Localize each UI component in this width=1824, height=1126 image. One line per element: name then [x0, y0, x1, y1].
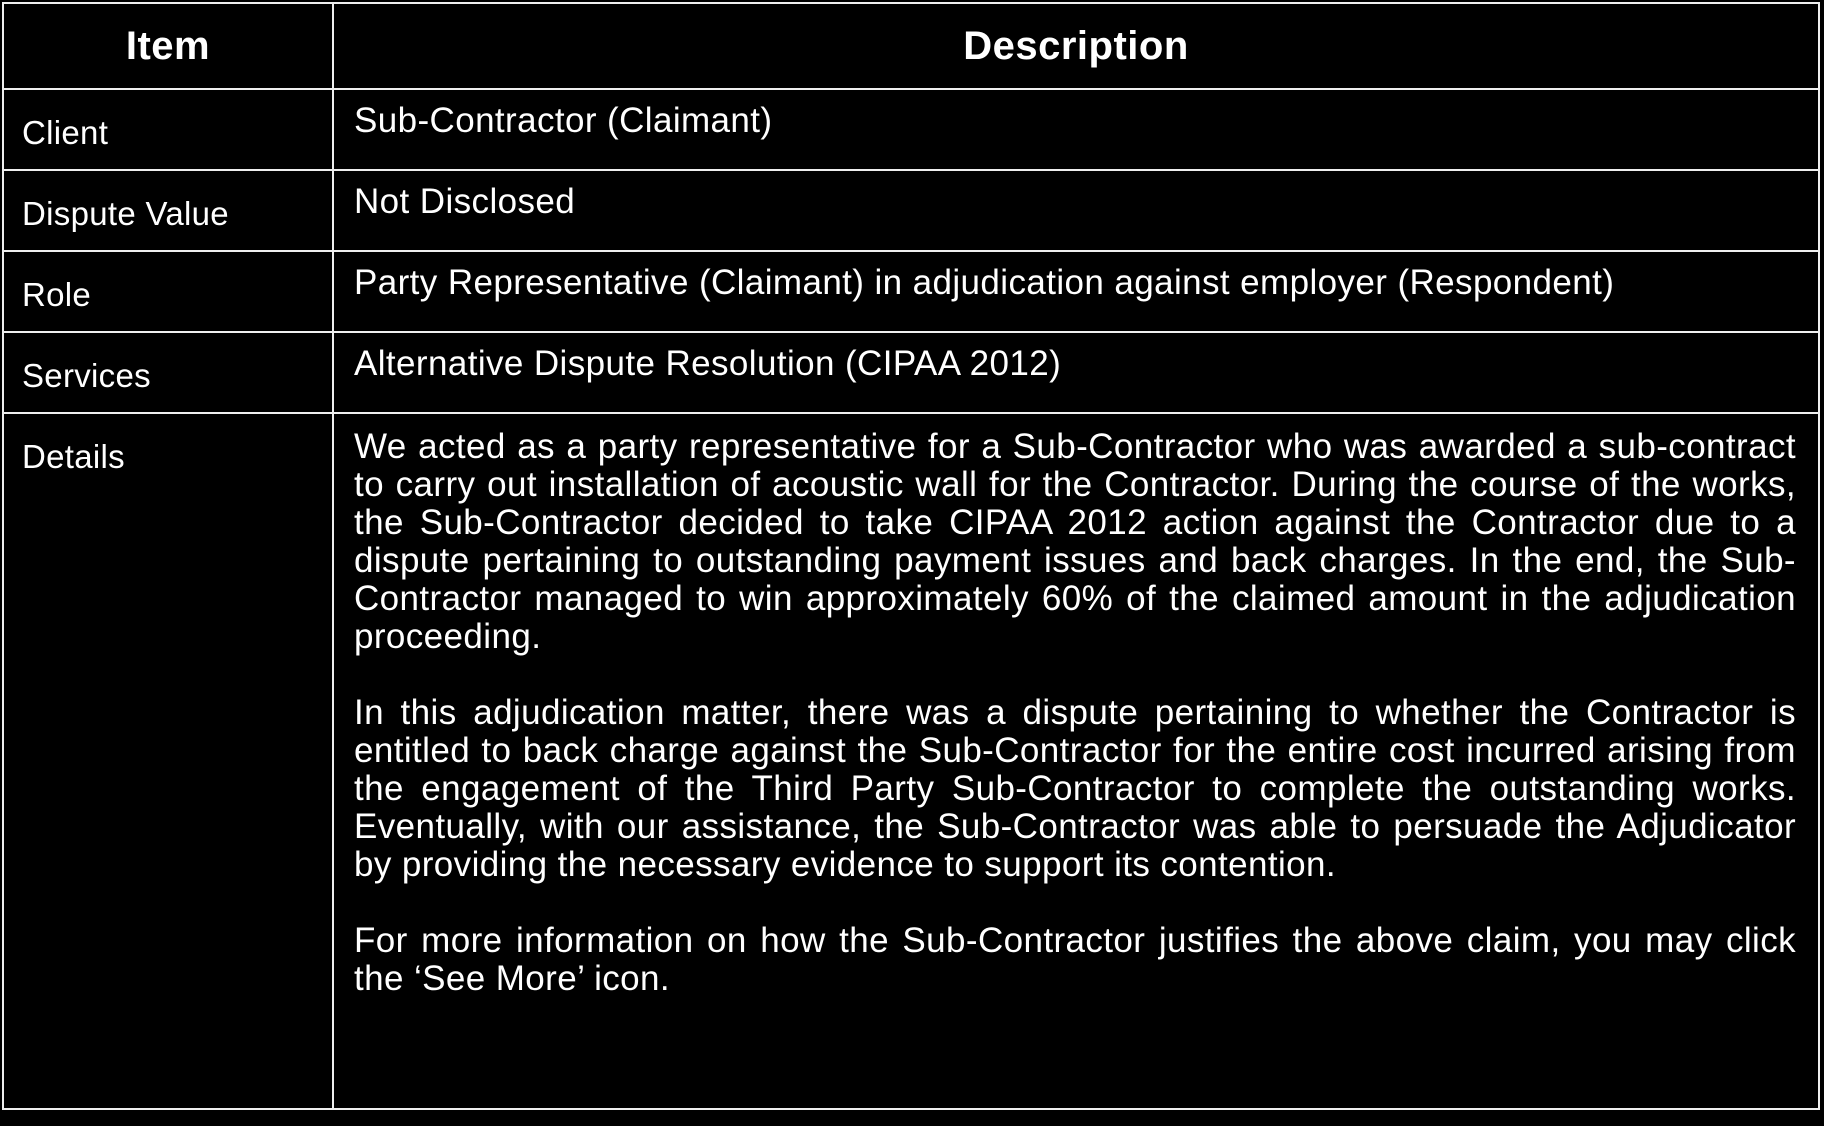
table-row-client — [3, 89, 1819, 170]
row-value-services: Alternative Dispute Resolution (CIPAA 2012) — [333, 332, 1819, 413]
row-label-dispute-value: Dispute Value — [3, 170, 333, 251]
case-summary-table — [2, 2, 1820, 1110]
row-value-role: Party Representative (Claimant) in adjudication against employer (Respondent) — [333, 251, 1819, 332]
header-row — [3, 3, 1819, 89]
row-value-client: Sub-Contractor (Claimant) — [333, 89, 1819, 170]
table-row-services — [3, 332, 1819, 413]
details-paragraph: We acted as a party representative for a Sub-Contractor who was awarded a sub-contract to carry out installation of acoustic wall for the Contractor. During the course of the works, the Sub-Contractor decided to take CIPAA 2012 action against the Contractor due to a dispute pertaining to outstanding payment issues and back charges. In the end, the Sub-Contractor managed to win approximately 60% of the claimed amount in the adjudication proceeding. — [354, 427, 1796, 656]
details-paragraph: In this adjudication matter, there was a dispute pertaining to whether the Contractor is entitled to back charge against the Sub-Contractor for the entire cost incurred arising from the engagement of the Third Party Sub-Contractor to complete the outstanding works. Eventually, with our assistance, the Sub-Contractor was able to persuade the Adjudicator by providing the necessary evidence to support its contention. — [354, 693, 1796, 884]
table-row-details — [3, 413, 1819, 1109]
row-value-dispute-value: Not Disclosed — [333, 170, 1819, 251]
details-paragraph: For more information on how the Sub-Contractor justifies the above claim, you may click the ‘See More’ icon. — [354, 921, 1796, 998]
row-label-client: Client — [3, 89, 333, 170]
row-label-details: Details — [3, 413, 333, 1109]
row-value-details — [333, 413, 1819, 1109]
description-column-header: Description — [333, 3, 1819, 89]
table-row-role — [3, 251, 1819, 332]
row-label-services: Services — [3, 332, 333, 413]
table-row-dispute-value — [3, 170, 1819, 251]
row-label-role: Role — [3, 251, 333, 332]
item-column-header: Item — [3, 3, 333, 89]
